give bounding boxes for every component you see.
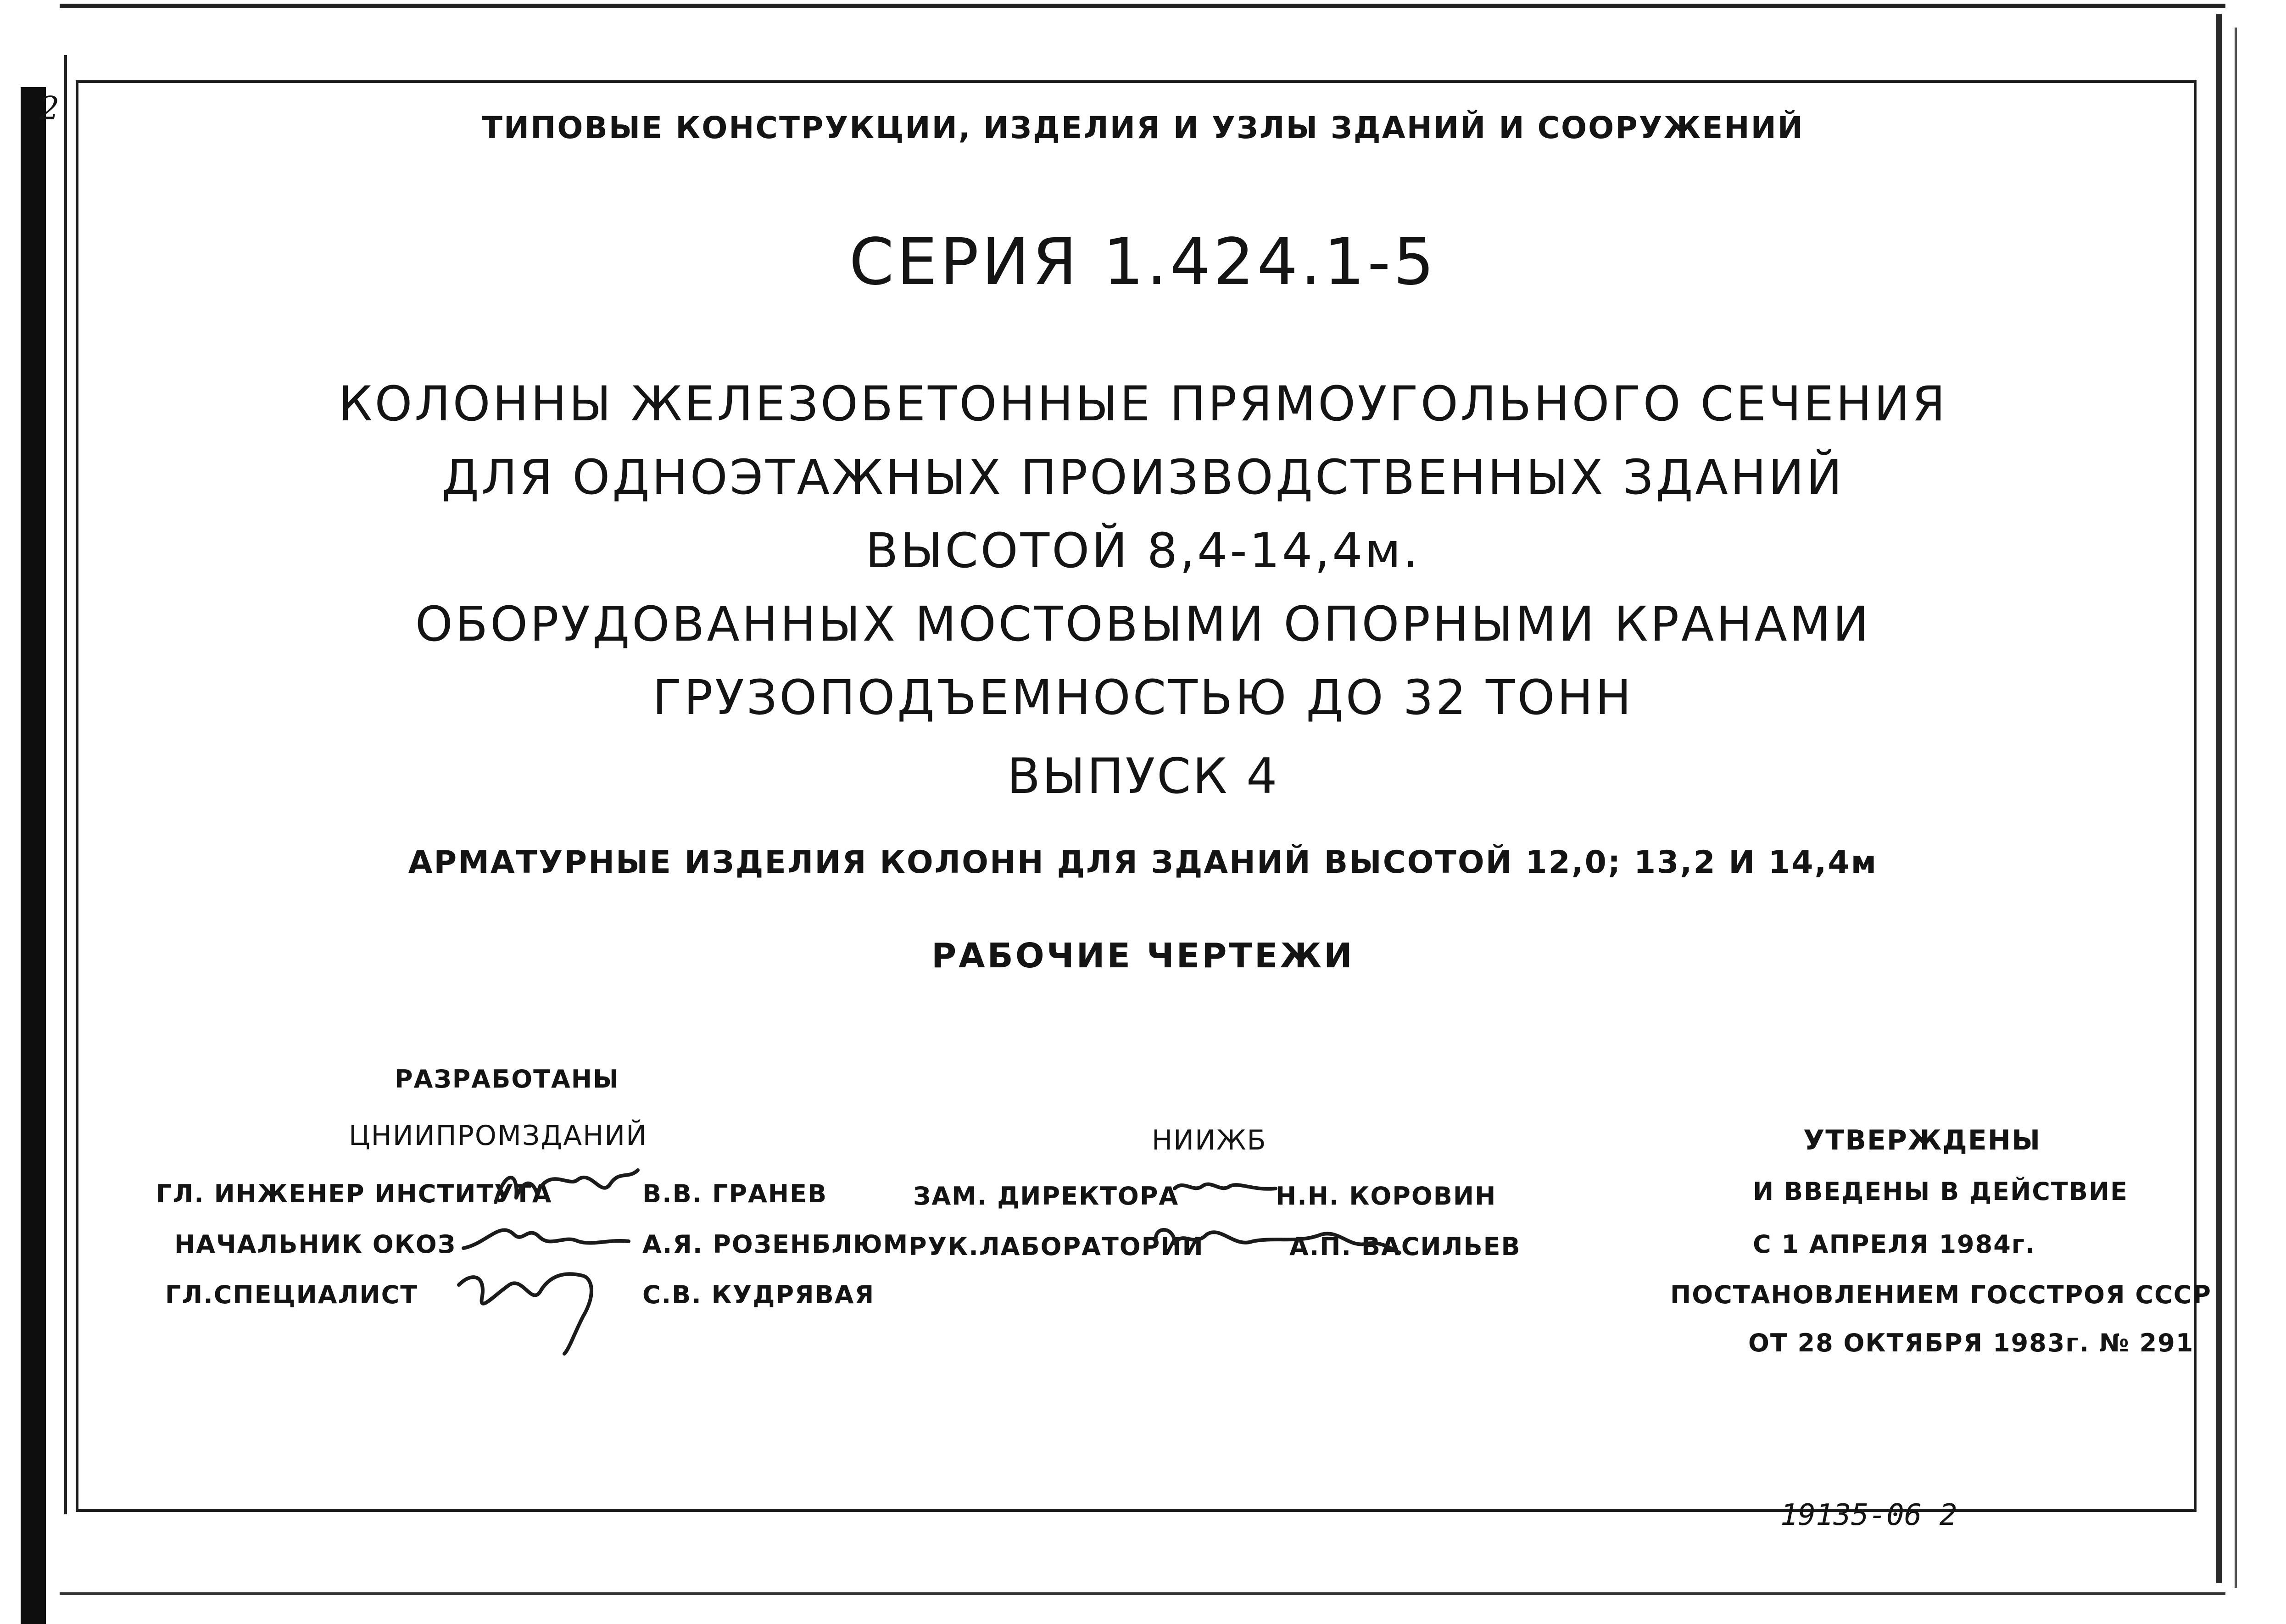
signature-kudryavaya [445, 1257, 610, 1358]
document-number: 19135-06 2 [1780, 1498, 1957, 1532]
bottom-border-line [60, 1592, 2225, 1595]
org-niizhb: НИИЖБ [1152, 1124, 1267, 1156]
signature-vasilyev [1147, 1216, 1404, 1267]
org-tsniipromzdaniy: ЦНИИПРОМЗДАНИЙ [349, 1120, 648, 1152]
corner-mark: 2 [39, 89, 60, 127]
approval-line: УТВЕРЖДЕНЫ [1803, 1124, 2041, 1156]
issue-subtitle: АРМАТУРНЫЕ ИЗДЕЛИЯ КОЛОНН ДЛЯ ЗДАНИЙ ВЫСОТОЙ 12,0; 13,2 И 14,4м [408, 844, 1878, 881]
signatory-position: ГЛ. ИНЖЕНЕР ИНСТИТУТА [156, 1179, 552, 1208]
document-type: РАБОЧИЕ ЧЕРТЕЖИ [931, 936, 1355, 976]
signature-korovin [1170, 1170, 1280, 1207]
approval-decree: ОТ 28 ОКТЯБРЯ 1983г. № 291 [1748, 1328, 2194, 1357]
signatory-position: РУК.ЛАБОРАТОРИИ [909, 1232, 1204, 1261]
signatory-name: С.В. КУДРЯВАЯ [642, 1280, 875, 1309]
approval-line: ПОСТАНОВЛЕНИЕМ ГОССТРОЯ СССР [1670, 1280, 2212, 1309]
signatory-position: ГЛ.СПЕЦИАЛИСТ [165, 1280, 418, 1309]
document-header: ТИПОВЫЕ КОНСТРУКЦИИ, ИЗДЕЛИЯ И УЗЛЫ ЗДАНИЙ И СООРУЖЕНИЙ [481, 110, 1805, 145]
signature-rozenblyum [459, 1216, 633, 1262]
signatory-position: НАЧАЛЬНИК ОКОЗ [174, 1230, 457, 1259]
signatory-name: Н.Н. КОРОВИН [1276, 1182, 1497, 1211]
issue-number: ВЫПУСК 4 [1007, 748, 1279, 804]
title-line: ОБОРУДОВАННЫХ МОСТОВЫМИ ОПОРНЫМИ КРАНАМИ [415, 596, 1871, 652]
signatory-name: В.В. ГРАНЕВ [642, 1179, 828, 1208]
title-line: КОЛОННЫ ЖЕЛЕЗОБЕТОННЫЕ ПРЯМОУГОЛЬНОГО СЕЧЕНИЯ [338, 376, 1948, 432]
signatory-position: ЗАМ. ДИРЕКТОРА [913, 1182, 1179, 1211]
signatory-name: А.Я. РОЗЕНБЛЮМ [642, 1230, 909, 1259]
document-title [0, 367, 2286, 734]
approval-line: И ВВЕДЕНЫ В ДЕЙСТВИЕ [1753, 1177, 2128, 1206]
top-border-line [60, 4, 2225, 8]
signature-granev [491, 1161, 642, 1221]
title-line: ДЛЯ ОДНОЭТАЖНЫХ ПРОИЗВОДСТВЕННЫХ ЗДАНИЙ [441, 449, 1845, 505]
approval-date: С 1 АПРЕЛЯ 1984г. [1753, 1230, 2036, 1259]
developed-label: РАЗРАБОТАНЫ [395, 1065, 619, 1094]
title-line: ГРУЗОПОДЪЕМНОСТЬЮ ДО 32 ТОНН [652, 670, 1634, 725]
title-line: ВЫСОТОЙ 8,4-14,4м. [865, 523, 1421, 579]
signatory-name: А.П. ВАСИЛЬЕВ [1289, 1232, 1521, 1261]
series-number: СЕРИЯ 1.424.1-5 [849, 225, 1437, 300]
